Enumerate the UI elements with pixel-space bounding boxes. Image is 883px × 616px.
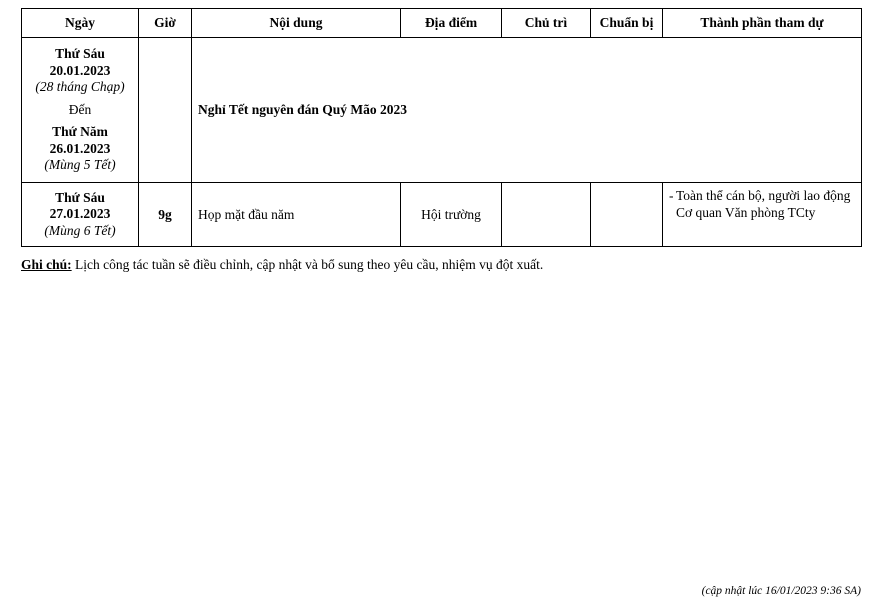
- header-chair: Chủ trì: [502, 9, 591, 38]
- updated-timestamp: (cập nhật lúc 16/01/2023 9:36 SA): [701, 585, 861, 597]
- from-lunar: (28 tháng Chạp): [35, 79, 125, 95]
- table-row-meeting: [22, 183, 862, 247]
- to-word: Đến: [68, 101, 92, 117]
- schedule-table: [21, 8, 862, 247]
- location-cell: Hội trường: [401, 183, 502, 247]
- header-time: Giờ: [139, 9, 192, 38]
- time-cell-empty: [139, 38, 192, 183]
- to-date: 26.01.2023: [49, 140, 111, 156]
- to-lunar: (Mùng 5 Tết): [44, 157, 116, 173]
- attendees-text: Toàn thể cán bộ, người lao động Cơ quan Văn phòng TCty: [676, 188, 851, 220]
- note: [21, 257, 543, 273]
- holiday-content: Nghỉ Tết nguyên đán Quý Mão 2023: [192, 38, 862, 183]
- to-weekday: Thứ Năm: [52, 124, 108, 140]
- header-content: Nội dung: [192, 9, 401, 38]
- lunar: (Mùng 6 Tết): [44, 222, 116, 238]
- header-day: Ngày: [22, 9, 139, 38]
- header-row: [22, 9, 862, 38]
- table-row-holiday: [22, 38, 862, 183]
- note-text: Lịch công tác tuần sẽ điều chỉnh, cập nhật và bổ sung theo yêu cầu, nhiệm vụ đột xuất.: [71, 257, 544, 272]
- weekday: Thứ Sáu: [55, 189, 105, 205]
- from-weekday: Thứ Sáu: [55, 46, 105, 62]
- from-date: 20.01.2023: [49, 62, 111, 78]
- attendees-cell: [663, 183, 862, 247]
- prepare-cell: [591, 183, 663, 247]
- note-label: Ghi chú:: [21, 257, 72, 272]
- day-cell: [22, 183, 139, 247]
- header-location: Địa điểm: [401, 9, 502, 38]
- date: 27.01.2023: [49, 206, 111, 222]
- chair-cell: [502, 183, 591, 247]
- content-cell: Họp mặt đầu năm: [192, 183, 401, 247]
- bullet-dash: -: [669, 188, 674, 203]
- header-prepare: Chuẩn bị: [591, 9, 663, 38]
- header-attendees: Thành phần tham dự: [663, 9, 862, 38]
- day-range-cell: [22, 38, 139, 183]
- time-cell: 9g: [139, 183, 192, 247]
